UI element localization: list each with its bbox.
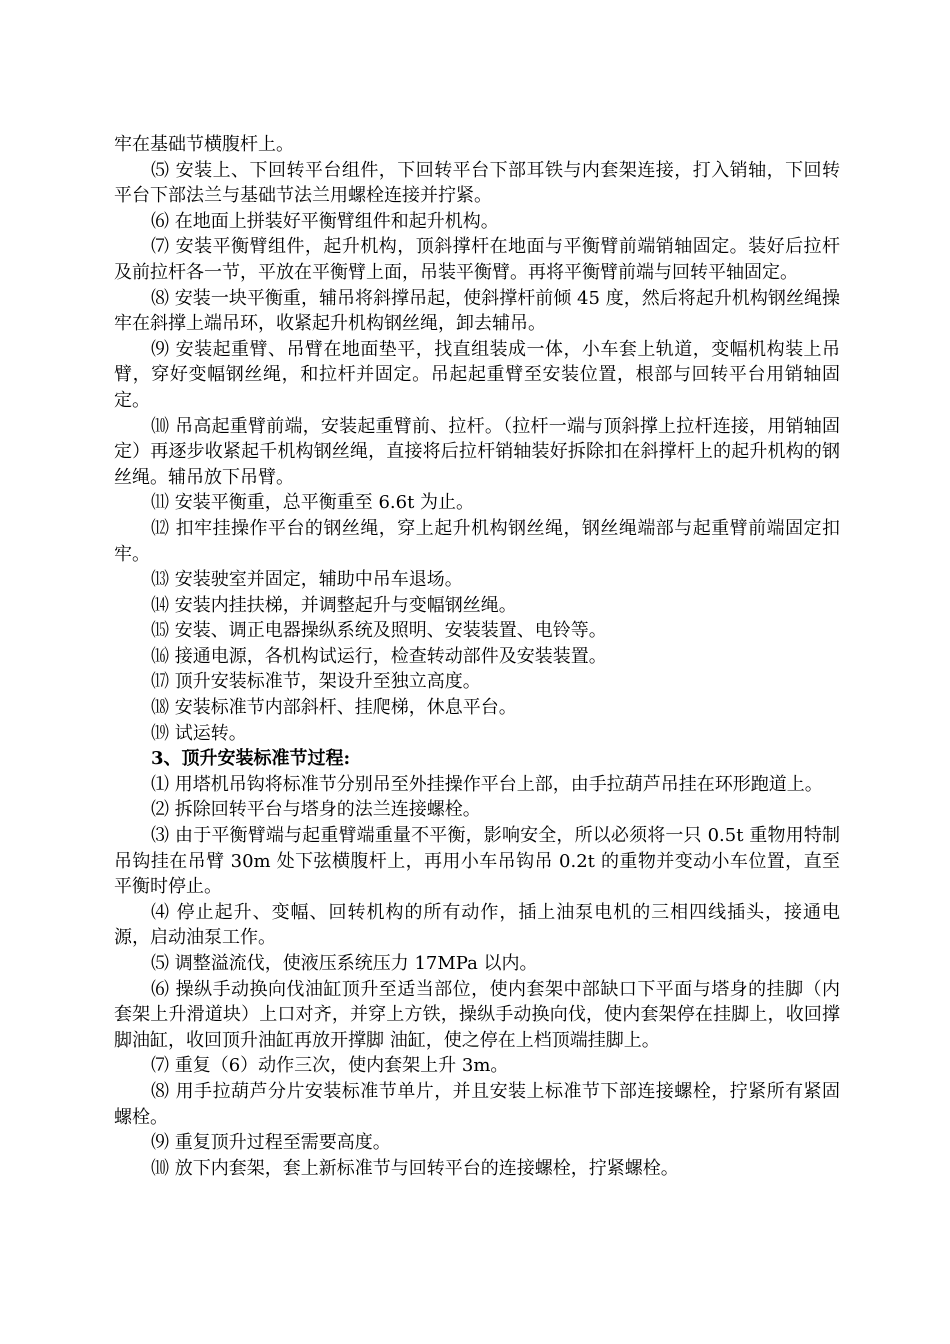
jacking-step-9: ⑼ 重复顶升过程至需要高度。 xyxy=(151,1132,391,1154)
step-8-install-counterweight: ⑻ 安装一块平衡重，辅吊将斜撑吊起，使斜撑杆前倾 45 度，然后将起升机构钢丝绳操牢在斜撑上端吊环，收紧起升机构钢丝绳，卸去辅吊。 xyxy=(114,287,840,335)
step-5-install-slewing-platform: ⑸ 安装上、下回转平台组件，下回转平台下部耳铁与内套架连接，打入销轴，下回转平台下部法兰与基础节法兰用螺栓连接并拧紧。 xyxy=(114,159,840,207)
jacking-step-7: ⑺ 重复（6）动作三次，使内套架上升 3m。 xyxy=(151,1055,509,1077)
step-11-install-counterweight: ⑾ 安装平衡重，总平衡重至 6.6t 为止。 xyxy=(151,492,475,514)
jacking-step-5: ⑸ 调整溢流伐，使液压系统压力 17MPa 以内。 xyxy=(151,953,538,974)
step-18-inner-braces: ⒅ 安装标准节内部斜杆、挂爬梯，休息平台。 xyxy=(151,697,517,719)
document-page xyxy=(114,132,840,1181)
jacking-step-1: ⑴ 用塔机吊钩将标准节分别吊至外挂操作平台上部，由手拉葫芦吊挂在环形跑道上。 xyxy=(151,773,823,795)
step-19-trial-run: ⒆ 试运转。 xyxy=(151,722,247,744)
step-13-install-cab: ⒀ 安装驶室并固定，辅助中吊车退场。 xyxy=(151,569,463,591)
paragraph-continuation: 牢在基础节横腹杆上。 xyxy=(114,134,294,155)
step-12-fasten-ropes: ⑿ 扣牢挂操作平台的钢丝绳，穿上起升机构钢丝绳，钢丝绳端部与起重臂前端固定扣牢。 xyxy=(114,517,840,565)
step-6-assemble-balance-arm: ⑹ 在地面上拼装好平衡臂组件和起升机构。 xyxy=(151,210,499,232)
jacking-step-3: ⑶ 由于平衡臂端与起重臂端重量不平衡，影响安全，所以必须将一只 0.5t 重物用特制吊钩挂在吊臂 30m 处下弦横腹杆上，再用小车吊钩吊 0.2t 的重物并变动小车位置，直至平衡时停止。 xyxy=(114,825,840,898)
jacking-step-6: ⑹ 操纵手动换向伐油缸顶升至适当部位，使内套架中部缺口下平面与塔身的挂脚（内套架上升滑道块）上口对齐，并穿上方铁，操纵手动换向伐，使内套架停在挂脚上，收回撑脚油缸，收回顶升油缸再放开撑脚 油缸，使之停在上档顶端挂脚上。 xyxy=(114,978,840,1051)
step-16-power-test: ⒃ 接通电源，各机构试运行，检查转动部件及安装装置。 xyxy=(151,645,607,667)
section-heading-jacking-process: 3、顶升安装标准节过程: xyxy=(151,748,351,770)
jacking-step-10: ⑽ 放下内套架，套上新标准节与回转平台的连接螺栓，拧紧螺栓。 xyxy=(151,1157,679,1179)
jacking-step-2: ⑵ 拆除回转平台与塔身的法兰连接螺栓。 xyxy=(151,799,481,821)
step-14-install-ladder: ⒁ 安装内挂扶梯，并调整起升与变幅钢丝绳。 xyxy=(151,594,517,616)
step-17-jacking: ⒄ 顶升安装标准节，架设升至独立高度。 xyxy=(151,671,481,693)
jacking-step-8: ⑻ 用手拉葫芦分片安装标准节单片，并且安装上标准节下部连接螺栓，拧紧所有紧固螺栓。 xyxy=(114,1080,840,1128)
step-10-raise-jib: ⑽ 吊高起重臂前端，安装起重臂前、拉杆。（拉杆一端与顶斜撑上拉杆连接，用销轴固定）再逐步收紧起千机构钢丝绳，直接将后拉杆销轴装好拆除扣在斜撑杆上的起升机构的钢丝绳。辅吊放下吊臂。 xyxy=(114,415,840,488)
jacking-step-4: ⑷ 停止起升、变幅、回转机构的所有动作，插上油泵电机的三相四线插头，接通电源，启动油泵工作。 xyxy=(114,901,840,949)
step-9-install-jib: ⑼ 安装起重臂、吊臂在地面垫平，找直组装成一体，小车套上轨道，变幅机构装上吊臂，穿好变幅钢丝绳，和拉杆并固定。吊起起重臂至安装位置，根部与回转平台用销轴固定。 xyxy=(114,338,840,411)
step-7-install-balance-arm: ⑺ 安装平衡臂组件，起升机构，顶斜撑杆在地面与平衡臂前端销轴固定。装好后拉杆及前拉杆各一节，平放在平衡臂上面，吊装平衡臂。再将平衡臂前端与回转平轴固定。 xyxy=(114,236,840,283)
step-15-electrical-system: ⒂ 安装、调正电器操纵系统及照明、安装装置、电铃等。 xyxy=(151,620,607,642)
